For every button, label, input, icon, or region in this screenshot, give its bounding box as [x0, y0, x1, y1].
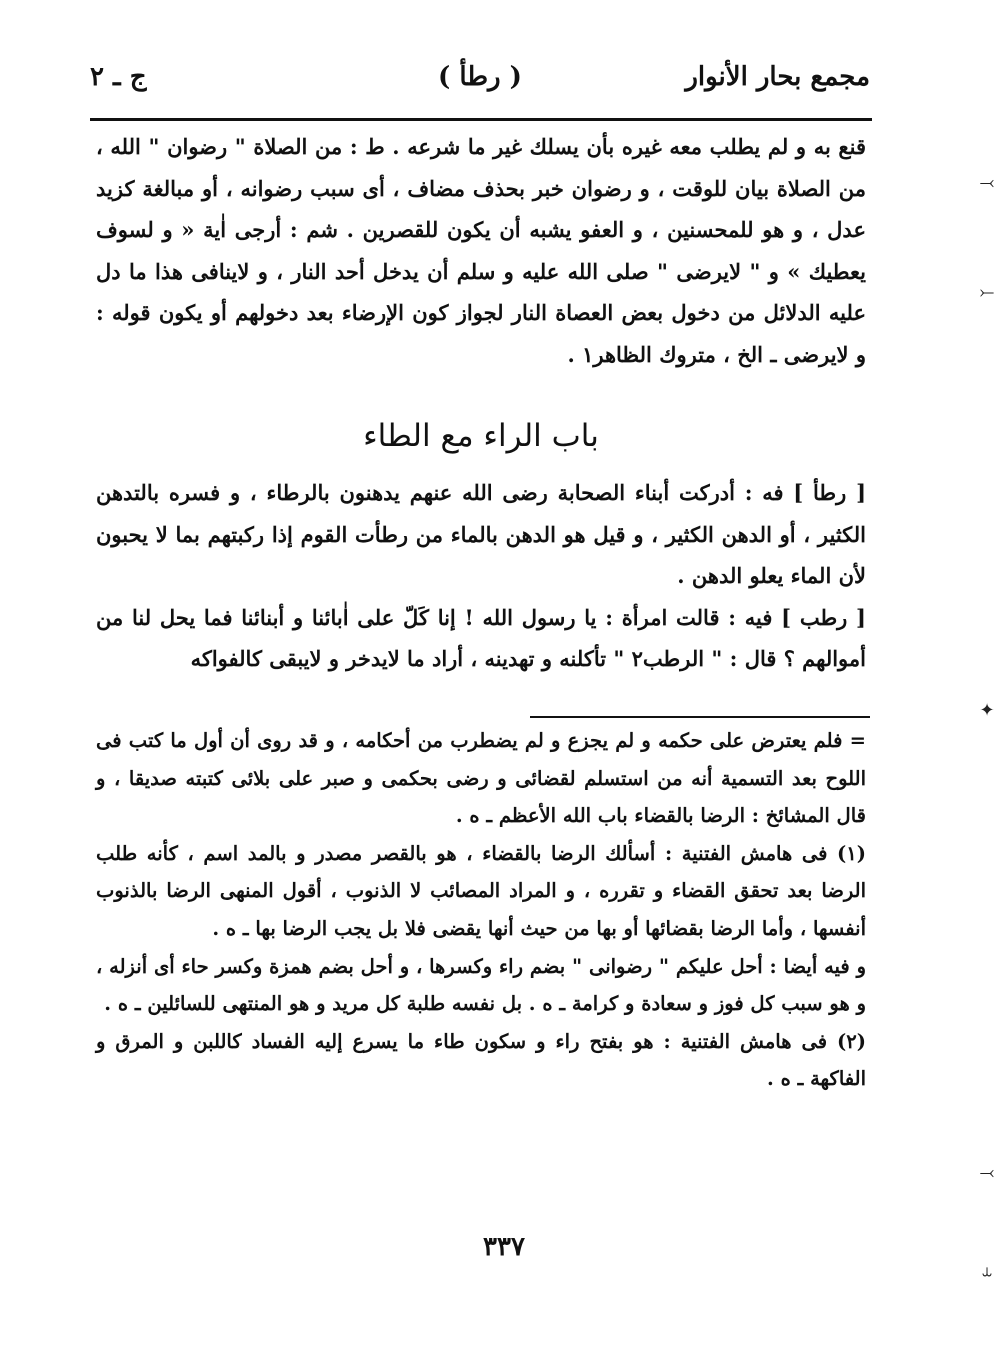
margin-mark-icon: ⤙	[979, 1162, 995, 1183]
footnote-divider	[530, 716, 870, 718]
footnotes	[96, 722, 866, 1098]
margin-mark-icon: ✦	[979, 700, 995, 721]
footnote-2: (٢) فى هامش الفتنية : هو بفتح راء و سكون طاء ما يسرع إليه الفساد كاللبن و المرق و الفاكهة ـ ه .	[96, 1029, 866, 1091]
page-number: ٣٣٧	[483, 1232, 525, 1262]
margin-mark-icon: ⤚	[979, 282, 995, 303]
section-title: باب الراء مع الطاء	[363, 418, 599, 454]
dictionary-entries	[96, 472, 866, 680]
page-header	[90, 58, 870, 108]
entry-ratb: [ رطب ] فيه : قالت امرأة : يا رسول الله ! إنا كَلّ على اٰبائنا و أبنائنا فما يحل لنا من أموالهم ؟ قال : " الرطب٢ " تأكلنه و تهدينه ، أراد ما لايدخر و لايبقى كالفواكه	[96, 604, 866, 671]
margin-mark-icon: ⥿	[981, 1260, 993, 1281]
volume-number: ج ـ ٢	[90, 62, 147, 92]
entry-word: ( رطأ )	[438, 62, 522, 92]
footnote-1: (١) فى هامش الفتنية : أسألك الرضا بالقضاء ، هو بالقصر مصدر و بالمد اسم ، كأنه طلب الرضا بعد تحقق القضاء و تقرره ، و المراد المصائب لا الذنوب ، أقول المنهى الرضا بالذنوب أنفسها ، وأما الرضا بقضائها أو بها من حيث أنها يقضى فلا بل يجب الرضا بها ـ ه .	[96, 841, 866, 940]
book-title: مجمع بحار الأنوار	[685, 62, 870, 92]
margin-mark-icon: ⤙	[979, 172, 995, 193]
footnote-continuation: = فلم يعترض على حكمه و لم يجزع و لم يضطرب من أحكامه ، و قد روى أن أول ما كتب فى اللوح بعد التسمية أنه من استسلم لقضائى و رضى بحكمى و صبر على بلائى كتبته صديقا ، و قال المشائخ : الرضا بالقضاء باب الله الأعظم ـ ه .	[96, 729, 866, 828]
entry-ratta: [ رطأ ] فه : أدركت أبناء الصحابة رضى الله عنهم يدهنون بالرطاء ، و فسره بالتدهن الكثير ، أو الدهن الكثير ، و قيل هو الدهن بالماء من رطأت القوم إذا ركبتهم بما لا يحبون لأن الماء يعلو الدهن .	[96, 480, 866, 588]
header-divider	[90, 118, 872, 121]
footnote-1-extra: و فيه أيضا : أحل عليكم " رضوانى " بضم راء وكسرها ، و أحل بضم همزة وكسر حاء أى أنزله ، و هو سبب كل فوز و سعادة و كرامة ـ ه . بل نفسه طلبة كل مريد و هو المنتهى للسائلين ـ ه .	[96, 954, 866, 1016]
body-paragraph: قنع به و لم يطلب معه غيره بأن يسلك غير ما شرعه . ط : من الصلاة " رضوان " الله ، من الصلاة بيان للوقت ، و رضوان خبر بحذف مضاف ، أى سبب رضوانه ، أو مبالغة كزيد عدل ، و هو للمحسنين ، و العفو يشبه أن يكون للقصرين . شم : أرجى اٰية « و لسوف يعطيك » و " لايرضى " صلى الله عليه و سلم أن يدخل أحد النار ، و لاينافى هذا ما دل عليه الدلائل من دخول بعض العصاة النار لجواز كون الإرضاء بعد دخولهم أو يكون قوله : و لايرضى ـ الخ ، متروك الظاهر١ .	[96, 134, 866, 367]
main-text	[96, 126, 866, 375]
